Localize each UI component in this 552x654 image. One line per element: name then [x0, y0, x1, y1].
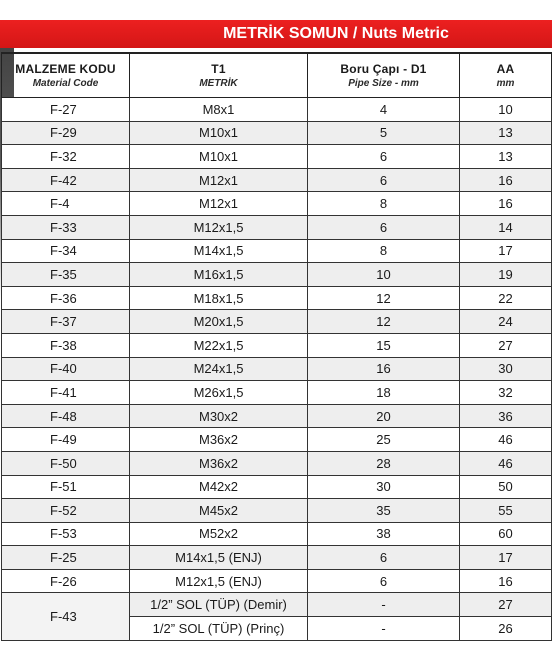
cell-pipe-size: 20: [308, 404, 460, 428]
table-row: [2, 310, 552, 334]
cell-aa: 50: [460, 475, 552, 499]
cell-material-code: F-52: [2, 499, 130, 523]
column-header-material-code: [2, 53, 130, 98]
cell-t1-metric: M8x1: [130, 98, 308, 122]
cell-pipe-size: 15: [308, 333, 460, 357]
cell-material-code: F-25: [2, 546, 130, 570]
cell-t1-metric: M10x1: [130, 145, 308, 169]
cell-aa: 24: [460, 310, 552, 334]
table-row: [2, 121, 552, 145]
cell-aa: 13: [460, 145, 552, 169]
table-row: [2, 451, 552, 475]
cell-t1-metric: M12x1: [130, 192, 308, 216]
cell-pipe-size: 6: [308, 569, 460, 593]
cell-material-code: F-48: [2, 404, 130, 428]
cell-aa: 36: [460, 404, 552, 428]
cell-aa: 30: [460, 357, 552, 381]
cell-pipe-size: 28: [308, 451, 460, 475]
cell-t1-metric: 1/2” SOL (TÜP) (Demir): [130, 593, 308, 617]
column-header-sublabel: mm: [496, 78, 515, 89]
cell-material-code: F-40: [2, 357, 130, 381]
table-row: [2, 215, 552, 239]
cell-t1-metric: M14x1,5: [130, 239, 308, 263]
cell-t1-metric: M14x1,5 (ENJ): [130, 546, 308, 570]
table-row: [2, 569, 552, 593]
cell-pipe-size: 6: [308, 168, 460, 192]
column-header-sublabel: Pipe Size - mm: [348, 78, 419, 89]
cell-pipe-size: 4: [308, 98, 460, 122]
table-row: [2, 499, 552, 523]
column-header-sublabel: METRİK: [199, 78, 238, 89]
column-header-sublabel: Material Code: [32, 78, 99, 89]
cell-material-code: F-29: [2, 121, 130, 145]
cell-material-code: F-53: [2, 522, 130, 546]
cell-material-code: F-42: [2, 168, 130, 192]
cell-material-code: F-51: [2, 475, 130, 499]
cell-material-code: F-38: [2, 333, 130, 357]
cell-material-code: F-50: [2, 451, 130, 475]
header-row: [2, 53, 552, 98]
cell-t1-metric: M12x1: [130, 168, 308, 192]
cell-t1-metric: M42x2: [130, 475, 308, 499]
cell-t1-metric: M26x1,5: [130, 381, 308, 405]
cell-pipe-size: 12: [308, 286, 460, 310]
table-row: [2, 98, 552, 122]
cell-pipe-size: 16: [308, 357, 460, 381]
table-row: [2, 404, 552, 428]
table-title: METRİK SOMUN / Nuts Metric: [223, 25, 449, 42]
cell-t1-metric: M18x1,5: [130, 286, 308, 310]
table-title-bar: [0, 20, 552, 48]
cell-pipe-size: 12: [308, 310, 460, 334]
column-header-t1: [130, 53, 308, 98]
cell-pipe-size: 35: [308, 499, 460, 523]
cell-aa: 26: [460, 617, 552, 641]
cell-t1-metric: 1/2” SOL (TÜP) (Prinç): [130, 617, 308, 641]
cell-aa: 13: [460, 121, 552, 145]
cell-aa: 32: [460, 381, 552, 405]
cell-aa: 27: [460, 333, 552, 357]
cell-material-code: F-26: [2, 569, 130, 593]
cell-aa: 22: [460, 286, 552, 310]
table-row: [2, 168, 552, 192]
cell-pipe-size: 8: [308, 192, 460, 216]
table-row: [2, 475, 552, 499]
table-body: [2, 98, 552, 641]
cell-aa: 46: [460, 428, 552, 452]
top-margin: [0, 0, 552, 20]
table-row: [2, 145, 552, 169]
cell-aa: 16: [460, 192, 552, 216]
cell-pipe-size: -: [308, 593, 460, 617]
cell-t1-metric: M30x2: [130, 404, 308, 428]
table-row: [2, 593, 552, 617]
cell-material-code: F-4: [2, 192, 130, 216]
table-row: [2, 522, 552, 546]
cell-aa: 19: [460, 263, 552, 287]
cell-material-code: F-36: [2, 286, 130, 310]
cell-material-code: F-35: [2, 263, 130, 287]
cell-t1-metric: M12x1,5 (ENJ): [130, 569, 308, 593]
cell-material-code: F-33: [2, 215, 130, 239]
cell-aa: 27: [460, 593, 552, 617]
cell-aa: 55: [460, 499, 552, 523]
cell-t1-metric: M10x1: [130, 121, 308, 145]
table-row: [2, 286, 552, 310]
cell-t1-metric: M20x1,5: [130, 310, 308, 334]
cell-t1-metric: M12x1,5: [130, 215, 308, 239]
cell-aa: 60: [460, 522, 552, 546]
cell-material-code: F-27: [2, 98, 130, 122]
cell-pipe-size: 8: [308, 239, 460, 263]
column-header-pipe-size: [308, 53, 460, 98]
table-row: [2, 192, 552, 216]
table-header: [2, 53, 552, 98]
cell-t1-metric: M36x2: [130, 428, 308, 452]
cell-material-code: F-34: [2, 239, 130, 263]
cell-t1-metric: M16x1,5: [130, 263, 308, 287]
cell-material-code: F-37: [2, 310, 130, 334]
nuts-metric-table: [1, 52, 552, 641]
cell-t1-metric: M36x2: [130, 451, 308, 475]
cell-aa: 17: [460, 546, 552, 570]
cell-aa: 14: [460, 215, 552, 239]
cell-pipe-size: 10: [308, 263, 460, 287]
table-row: [2, 428, 552, 452]
table-row: [2, 357, 552, 381]
cell-pipe-size: 18: [308, 381, 460, 405]
cell-t1-metric: M22x1,5: [130, 333, 308, 357]
cell-t1-metric: M45x2: [130, 499, 308, 523]
cell-material-code: F-43: [2, 593, 130, 640]
cell-pipe-size: 25: [308, 428, 460, 452]
column-header-aa: [460, 53, 552, 98]
table-row: [2, 333, 552, 357]
cell-material-code: F-41: [2, 381, 130, 405]
cell-aa: 17: [460, 239, 552, 263]
table-row: [2, 239, 552, 263]
cell-t1-metric: M24x1,5: [130, 357, 308, 381]
table-row: [2, 381, 552, 405]
cell-pipe-size: 38: [308, 522, 460, 546]
cell-pipe-size: 5: [308, 121, 460, 145]
cell-aa: 16: [460, 168, 552, 192]
cell-t1-metric: M52x2: [130, 522, 308, 546]
cell-material-code: F-49: [2, 428, 130, 452]
cell-pipe-size: 30: [308, 475, 460, 499]
column-header-label: MALZEME KODU: [15, 62, 116, 76]
cell-aa: 46: [460, 451, 552, 475]
cell-aa: 16: [460, 569, 552, 593]
column-header-label: T1: [211, 62, 226, 76]
cell-aa: 10: [460, 98, 552, 122]
cell-pipe-size: -: [308, 617, 460, 641]
column-header-label: AA: [496, 62, 515, 76]
cell-pipe-size: 6: [308, 546, 460, 570]
column-header-label: Boru Çapı - D1: [340, 62, 427, 76]
table-row: [2, 546, 552, 570]
cell-pipe-size: 6: [308, 215, 460, 239]
table-row: [2, 263, 552, 287]
cell-pipe-size: 6: [308, 145, 460, 169]
cell-material-code: F-32: [2, 145, 130, 169]
